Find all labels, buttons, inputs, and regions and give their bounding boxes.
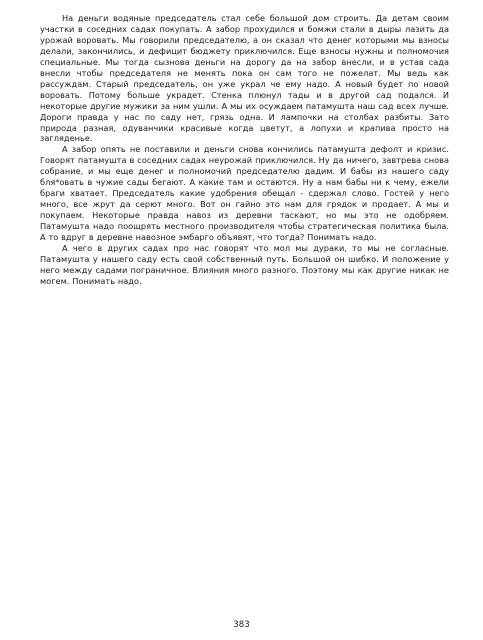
paragraph-1: На деньги водяные председатель стал себе большой дом строить. Да детам своим участки в соседних садах покупать. А забор прохудился и бомжи стали в дыры лазить да урожай воровать. Мы говорили председателю, а он сказал что денег которыми мы взносы делали, закончились, и дефицит бюджету приключился. Еще взносы нужны и полномочия специальные. Мы тогда сызнова деньги на дорогу да на забор внесли, и в устав сада внесли чтобы председателя не менять пока он сам того не пожелат. Мы ведь как рассуждам. Старый председатель, он уже украл че ему надо. А новый будет по новой воровать. Потому больше украдет. Стенка плюнул тады и в другой сад подался. И некоторые другие мужики за ним ушли. А мы их осуждаем патамушта наш сад всех лучше. Дороги правда у нас по саду нет, грязь одна. И лампочки на столбах разбиты. Зато природа разная, одуванчики красивые когда цветут, а лопухи и крапива просто на загляденье. xyxy=(40,13,449,144)
paragraph-2: А забор опять не поставили и деньги снова кончились патамушта дефолт и кризис. Говорят патамушта в соседних садах неурожай приключился. Ну да ничего, завтрева снова собрание, и мы еще денег и полномочий председателю дадим. И бабы из нашего саду бля*овать в чужие сады бегают. А какие там и остаются. Ну а нам бабы ни к чему, ежели браги хватает. Председатель какие удобрения обещал - сдержал слово. Гостей у него много, все жрут да серют много. Вот он гайно это нам для грядок и продает. А мы и покупаем. Некоторые правда навоз из деревни таскают, но мы это не одобряем. Патамушта надо поощрять местного производителя чтобы стратегическая политика была. А то вдруг в деревне навозное эмбарго объявят, что тогда? Понимать надо. xyxy=(40,144,449,243)
paragraph-3: А чего в других садах про нас говорят что мол мы дураки, то мы не согласные. Патамушта у нашего саду есть свой собственный путь. Большой он шибко. И положение у него между садами пограничное. Влияния много разного. Поэтому мы как другие никак не могем. Понимать надо. xyxy=(40,243,449,286)
page-number: 383 xyxy=(233,620,250,630)
